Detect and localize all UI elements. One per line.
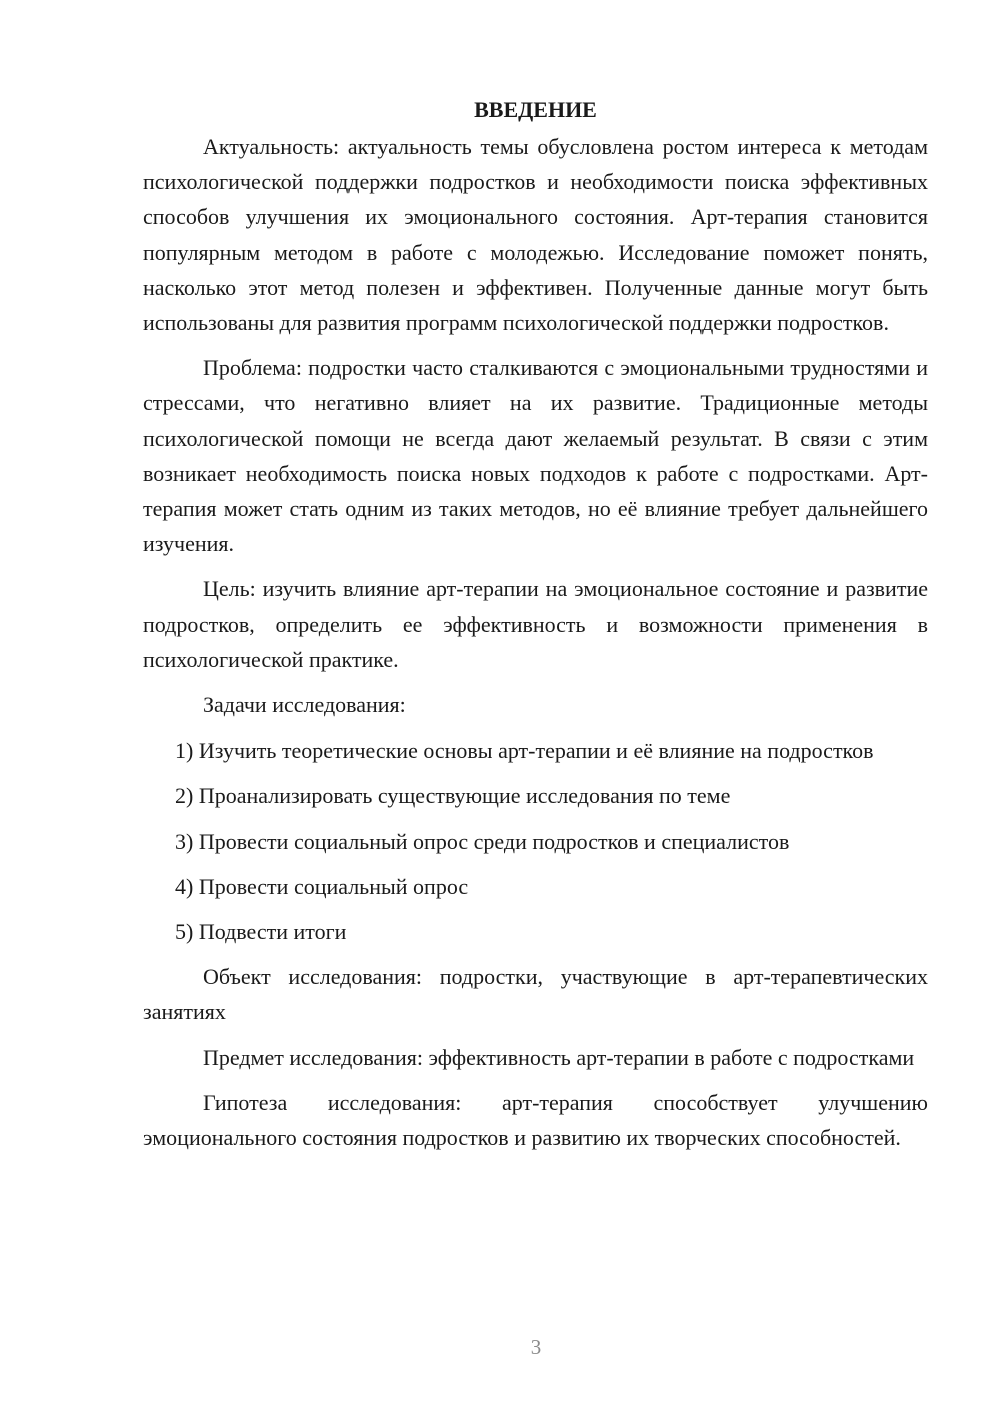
paragraph-subject: Предмет исследования: эффективность арт-терапии в работе с подростками xyxy=(203,1044,915,1070)
tasks-list xyxy=(143,733,928,949)
list-item: 1) Изучить теоретические основы арт-терапии и её влияние на подростков xyxy=(175,738,874,764)
paragraph-relevance: Актуальность: актуальность темы обусловлена ростом интереса к методам психологической поддержки подростков и необходимости поиска эффективных способов улучшения их эмоционального состояния. Арт-терапия становится популярным методом в работе с молодежью. Исследование поможет понять, насколько этот метод полезен и эффективен. Полученные данные могут быть использованы для развития программ психологической поддержки подростков. xyxy=(143,134,928,336)
list-item: 3) Провести социальный опрос среди подростков и специалистов xyxy=(175,828,790,854)
paragraph-object: Объект исследования: подростки, участвующие в арт-терапевтических занятиях xyxy=(143,964,928,1025)
list-item: 2) Проанализировать существующие исследования по теме xyxy=(175,783,731,809)
page-title: ВВЕДЕНИЕ xyxy=(474,97,597,122)
page-number: 3 xyxy=(530,1335,542,1359)
paragraph-problem: Проблема: подростки часто сталкиваются с эмоциональными трудностями и стрессами, что негативно влияет на их развитие. Традиционные методы психологической помощи не всегда дают желаемый результат. В связи с этим возникает необходимость поиска новых подходов к работе с подростками. Арт-терапия может стать одним из таких методов, но её влияние требует дальнейшего изучения. xyxy=(143,355,928,557)
list-item: 4) Провести социальный опрос xyxy=(175,873,469,899)
page-content xyxy=(143,92,928,1165)
list-item: 5) Подвести итоги xyxy=(175,919,347,945)
paragraph-goal: Цель: изучить влияние арт-терапии на эмоциональное состояние и развитие подростков, определить ее эффективность и возможности применения в психологической практике. xyxy=(143,576,928,672)
paragraph-hypothesis: Гипотеза исследования: арт-терапия способствует улучшению эмоционального состояния подростков и развитию их творческих способностей. xyxy=(143,1089,928,1151)
tasks-heading: Задачи исследования: xyxy=(203,692,406,718)
